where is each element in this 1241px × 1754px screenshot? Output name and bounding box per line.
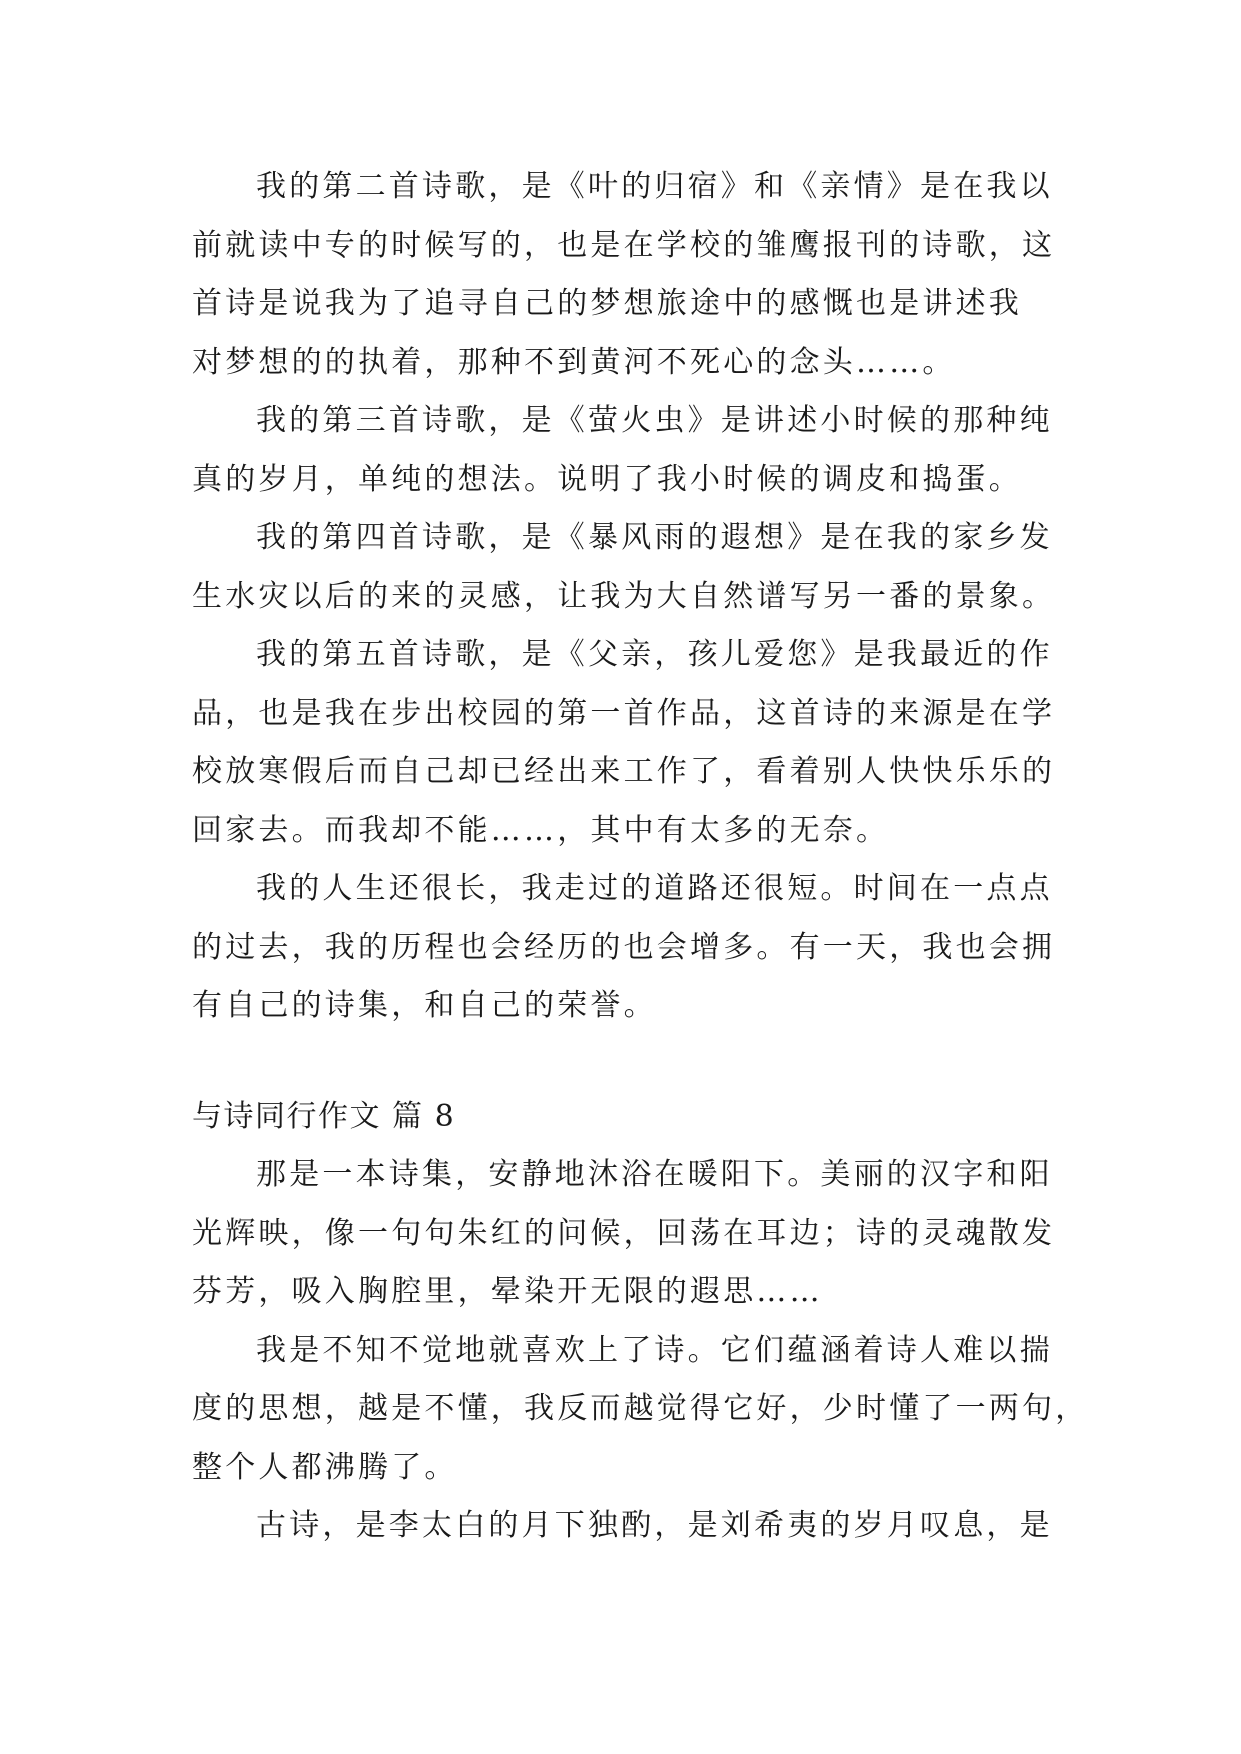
paragraph-line: 回家去。而我却不能……，其中有太多的无奈。 <box>192 812 890 848</box>
paragraph-line: 度的思想，越是不懂，我反而越觉得它好，少时懂了一两句， <box>192 1391 1089 1426</box>
paragraph-line: 对梦想的的执着，那种不到黄河不死心的念头……。 <box>192 344 956 380</box>
paragraph-line: 我的第五首诗歌，是《父亲，孩儿爱您》是我最近的作 <box>256 637 1053 672</box>
paragraph-line: 我的人生还很长，我走过的道路还很短。时间在一点点 <box>256 871 1053 906</box>
section-spacer <box>192 1036 1052 1088</box>
paragraph-line: 整个人都沸腾了。 <box>192 1449 458 1485</box>
paragraph-line: 品，也是我在步出校园的第一首作品，这首诗的来源是在学 <box>192 695 1056 731</box>
paragraph-line: 光辉映，像一句句朱红的问候，回荡在耳边；诗的灵魂散发 <box>192 1215 1056 1251</box>
paragraph-line: 古诗，是李太白的月下独酌，是刘希夷的岁月叹息，是 <box>256 1508 1053 1543</box>
document-body <box>192 158 1089 1556</box>
paragraph-line: 生水灾以后的来的灵感，让我为大自然谱写另一番的景象。 <box>192 578 1056 614</box>
paragraph-line: 我是不知不觉地就喜欢上了诗。它们蕴涵着诗人难以揣 <box>256 1332 1053 1368</box>
paragraph-line: 的过去，我的历程也会经历的也会增多。有一天，我也会拥 <box>192 929 1056 965</box>
paragraph-line: 首诗是说我为了追寻自己的梦想旅途中的感慨也是讲述我 <box>192 286 1022 321</box>
paragraph-line: 校放寒假后而自己却已经出来工作了，看着别人快快乐乐的 <box>192 754 1056 789</box>
paragraph-line: 我的第二首诗歌，是《叶的归宿》和《亲情》是在我以 <box>256 169 1053 204</box>
section-heading: 与诗同行作文 篇 8 <box>192 1098 456 1134</box>
paragraph-line: 真的岁月，单纯的想法。说明了我小时候的调皮和捣蛋。 <box>192 461 1022 497</box>
paragraph-line: 我的第四首诗歌，是《暴风雨的遐想》是在我的家乡发 <box>256 520 1053 555</box>
paragraph-line: 那是一本诗集，安静地沐浴在暖阳下。美丽的汉字和阳 <box>256 1157 1053 1192</box>
paragraph-line: 有自己的诗集，和自己的荣誉。 <box>192 988 657 1023</box>
paragraph-line: 我的第三首诗歌，是《萤火虫》是讲述小时候的那种纯 <box>256 403 1053 438</box>
paragraph-line: 芬芳，吸入胸腔里，晕染开无限的遐思…… <box>192 1274 823 1309</box>
paragraph-line: 前就读中专的时候写的，也是在学校的雏鹰报刊的诗歌，这 <box>192 227 1056 263</box>
